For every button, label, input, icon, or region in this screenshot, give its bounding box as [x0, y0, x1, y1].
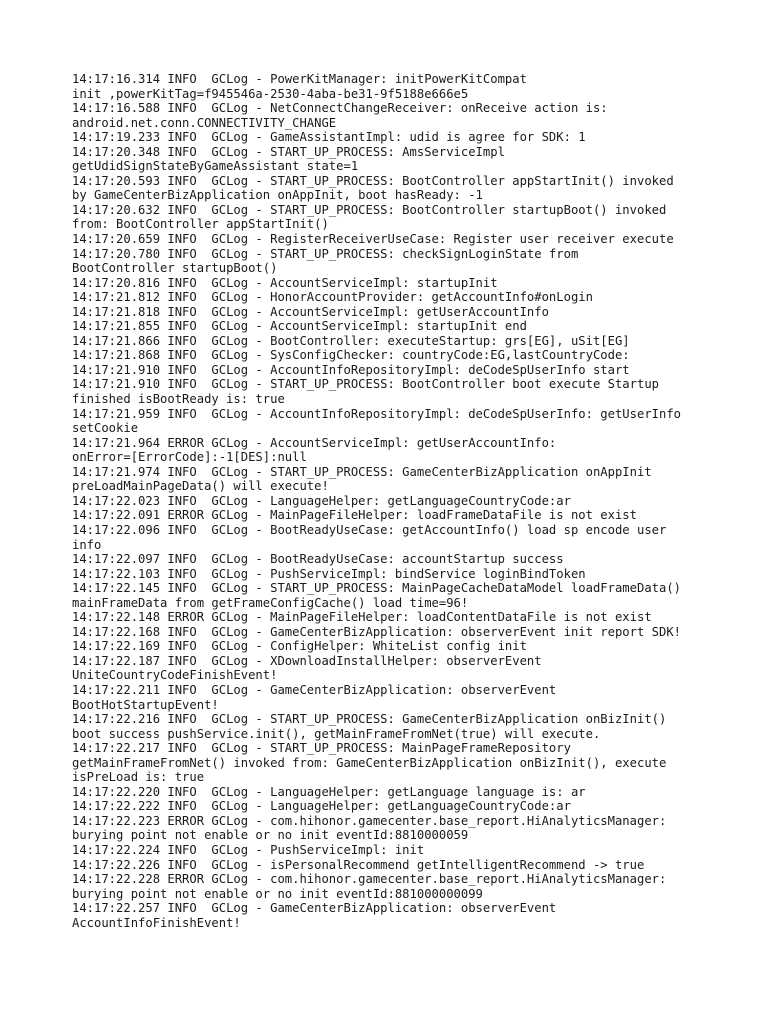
- log-entry: 14:17:20.348 INFO GCLog - START_UP_PROCESS: AmsServiceImpl getUdidSignStateByGameAssistant state=1: [72, 144, 505, 174]
- log-entry: 14:17:19.233 INFO GCLog - GameAssistantImpl: udid is agree for SDK: 1: [72, 130, 586, 145]
- log-entry: 14:17:22.228 ERROR GCLog - com.hihonor.gamecenter.base_report.HiAnalyticsManager: burying point not enable or no init eventId:881000000099: [72, 872, 667, 901]
- log-entry: 14:17:20.632 INFO GCLog - START_UP_PROCESS: BootController startupBoot() invoked from: BootController appStartInit(): [72, 202, 667, 232]
- log-entry: 14:17:22.216 INFO GCLog - START_UP_PROCESS: GameCenterBizApplication onBizInit() boot success pushService.init(), getMainFrameFromNet(true) will execute.: [72, 712, 667, 741]
- log-entry: 14:17:22.096 INFO GCLog - BootReadyUseCase: getAccountInfo() load sp encode user info: [72, 522, 667, 552]
- log-entry: 14:17:20.659 INFO GCLog - RegisterReceiverUseCase: Register user receiver execute: [72, 232, 674, 247]
- log-entry: 14:17:22.257 INFO GCLog - GameCenterBizApplication: observerEvent AccountInfoFinishEvent!: [72, 901, 557, 930]
- log-entry: 14:17:21.868 INFO GCLog - SysConfigChecker: countryCode:EG,lastCountryCode:: [72, 348, 630, 363]
- log-entry: 14:17:22.217 INFO GCLog - START_UP_PROCESS: MainPageFrameRepository getMainFrameFromNet() invoked from: GameCenterBizApplication onBizInit(), execute isPreLoad is: true: [72, 741, 667, 785]
- log-entry: 14:17:22.145 INFO GCLog - START_UP_PROCESS: MainPageCacheDataModel loadFrameData() mainFrameData from getFrameConfigCache() load time=96!: [72, 581, 682, 610]
- log-entry: 14:17:22.226 INFO GCLog - isPersonalRecommend getIntelligentRecommend -> true: [72, 857, 645, 872]
- log-entry: 14:17:22.222 INFO GCLog - LanguageHelper: getLanguageCountryCode:ar: [72, 799, 571, 814]
- log-entry: 14:17:21.910 INFO GCLog - AccountInfoRepositoryImpl: deCodeSpUserInfo start: [72, 362, 630, 377]
- log-entry: 14:17:16.314 INFO GCLog - PowerKitManager: initPowerKitCompat init ,powerKitTag=f945546a-2530-4aba-be31-9f5188e666e5: [72, 72, 527, 101]
- log-entry: 14:17:21.974 INFO GCLog - START_UP_PROCESS: GameCenterBizApplication onAppInit preLoadMainPageData() will execute!: [72, 464, 652, 494]
- log-entry: 14:17:22.023 INFO GCLog - LanguageHelper: getLanguageCountryCode:ar: [72, 493, 571, 508]
- log-entry: 14:17:22.211 INFO GCLog - GameCenterBizApplication: observerEvent BootHotStartupEvent!: [72, 682, 557, 712]
- log-entry: 14:17:21.964 ERROR GCLog - AccountServiceImpl: getUserAccountInfo: onError=[ErrorCode]:-1[DES]:null: [72, 435, 557, 465]
- log-entry: 14:17:20.780 INFO GCLog - START_UP_PROCESS: checkSignLoginState from BootController startupBoot(): [72, 246, 579, 276]
- log-entry: 14:17:22.148 ERROR GCLog - MainPageFileHelper: loadContentDataFile is not exist: [72, 610, 652, 625]
- log-entry: 14:17:22.103 INFO GCLog - PushServiceImpl: bindService loginBindToken: [72, 566, 586, 581]
- log-entry: 14:17:21.818 INFO GCLog - AccountServiceImpl: getUserAccountInfo: [72, 304, 549, 319]
- log-entry: 14:17:22.220 INFO GCLog - LanguageHelper: getLanguage language is: ar: [72, 784, 586, 799]
- log-entry: 14:17:21.910 INFO GCLog - START_UP_PROCESS: BootController boot execute Startup finished isBootReady is: true: [72, 377, 659, 407]
- log-entry: 14:17:21.855 INFO GCLog - AccountServiceImpl: startupInit end: [72, 319, 527, 334]
- log-entry: 14:17:20.816 INFO GCLog - AccountServiceImpl: startupInit: [72, 275, 498, 290]
- log-entry: 14:17:22.091 ERROR GCLog - MainPageFileHelper: loadFrameDataFile is not exist: [72, 508, 637, 523]
- log-entry: 14:17:22.168 INFO GCLog - GameCenterBizApplication: observerEvent init report SDK!: [72, 624, 682, 639]
- log-entry: 14:17:21.812 INFO GCLog - HonorAccountProvider: getAccountInfo#onLogin: [72, 290, 593, 305]
- log-entry: 14:17:21.959 INFO GCLog - AccountInfoRepositoryImpl: deCodeSpUserInfo: getUserInfo setCookie: [72, 406, 682, 436]
- log-entry: 14:17:21.866 INFO GCLog - BootController: executeStartup: grs[EG], uSit[EG]: [72, 333, 630, 348]
- log-entry: 14:17:22.187 INFO GCLog - XDownloadInstallHelper: observerEvent UniteCountryCodeFinishEvent!: [72, 653, 542, 683]
- log-entry: 14:17:16.588 INFO GCLog - NetConnectChangeReceiver: onReceive action is: android.net.conn.CONNECTIVITY_CHANGE: [72, 101, 608, 130]
- log-entry: 14:17:20.593 INFO GCLog - START_UP_PROCESS: BootController appStartInit() invoked by GameCenterBizApplication onAppInit, boot hasReady: -1: [72, 173, 674, 203]
- log-entry: 14:17:22.097 INFO GCLog - BootReadyUseCase: accountStartup success: [72, 552, 564, 567]
- log-entry: 14:17:22.169 INFO GCLog - ConfigHelper: WhiteList config init: [72, 639, 527, 654]
- log-entry: 14:17:22.224 INFO GCLog - PushServiceImpl: init: [72, 842, 425, 857]
- log-document: [72, 72, 712, 930]
- log-entry: 14:17:22.223 ERROR GCLog - com.hihonor.gamecenter.base_report.HiAnalyticsManager: burying point not enable or no init eventId:8810000059: [72, 813, 667, 843]
